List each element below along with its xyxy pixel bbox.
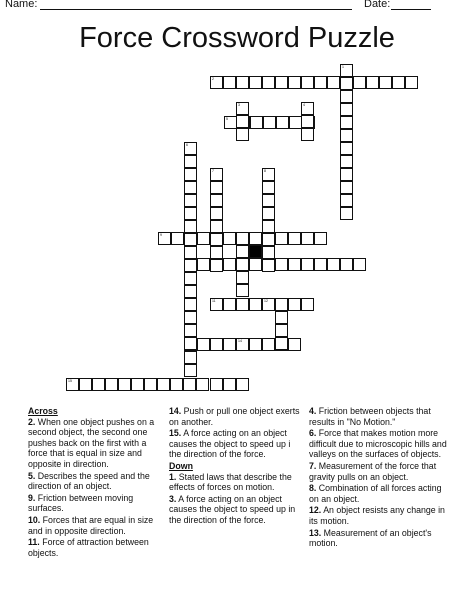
clue-item (309, 406, 449, 427)
clue-item-text: Friction between moving surfaces. (28, 492, 134, 514)
clue-number: 1 (342, 65, 344, 69)
clue-item (309, 428, 449, 460)
clue-item-text: Friction between objects that results in "No Motion." (309, 406, 431, 427)
clue-item-number: 8. (309, 483, 317, 494)
clue-item (28, 493, 164, 514)
clue-item-number: 10. (28, 514, 41, 525)
clue-item (169, 406, 303, 427)
clue-item-number: 3. (169, 493, 177, 504)
down-clue-list (169, 472, 303, 526)
name-label: Name: (5, 0, 38, 10)
clue-column-3 (309, 406, 449, 550)
clue-item-number: 4. (309, 406, 317, 416)
clue-number: 3 (238, 103, 240, 107)
clue-item-number: 1. (169, 471, 177, 482)
clue-item (309, 528, 449, 549)
clue-item-number: 15. (169, 428, 182, 439)
clue-item-text: Push or pull one object exerts on another. (169, 406, 300, 427)
clue-column-1 (28, 406, 164, 559)
clue-item (169, 428, 303, 460)
across-heading: Across (28, 406, 58, 416)
clue-number: 9 (160, 233, 162, 237)
clue-number: 5 (226, 117, 228, 121)
date-label: Date: (364, 0, 391, 10)
clue-item-text: A force acting on an object causes the object to speed up in the direction of the force. (169, 493, 296, 525)
clue-number: 15 (68, 379, 72, 383)
clue-item (309, 505, 449, 526)
across-clue-list-continued (169, 406, 303, 460)
clue-item (309, 461, 449, 482)
clue-item-number: 2. (28, 416, 36, 427)
clue-item-number: 14. (169, 406, 182, 416)
down-heading: Down (169, 460, 193, 471)
across-clue-list (28, 417, 164, 559)
clue-item-text: Combination of all forces acting on an object. (309, 483, 442, 504)
clue-item-text: Measurement of the force that gravity pulls on an object. (309, 460, 437, 482)
clue-item-text: Force of attraction between objects. (28, 537, 149, 558)
clue-number: 6 (186, 143, 188, 147)
clue-item-text: Stated laws that describe the effects of forces on motion. (169, 471, 292, 493)
clue-item (169, 494, 303, 526)
page-title: Force Crossword Puzzle (79, 22, 395, 54)
clue-item (28, 417, 164, 470)
clue-number: 8 (264, 169, 266, 173)
clue-item-text: A force acting on an object causes the object to speed up i the direction of the force. (169, 428, 291, 460)
clue-item-number: 9. (28, 492, 36, 503)
clue-item (28, 537, 164, 558)
clue-item-number: 6. (309, 428, 317, 439)
down-clue-list-continued (309, 406, 449, 549)
clue-item (169, 472, 303, 493)
clue-item (28, 515, 164, 536)
clue-item-number: 12. (309, 505, 322, 516)
clue-column-2 (169, 406, 303, 527)
clue-number: 2 (212, 77, 214, 81)
clue-number: 12 (264, 299, 268, 303)
clue-item-text: When one object pushes on a second object, the second one pushes back on the first with a force that is equal in size and opposite in direction. (28, 416, 155, 469)
clue-item (309, 483, 449, 504)
clue-item-number: 11. (28, 537, 40, 548)
clue-number: 14 (238, 339, 242, 343)
clue-item (28, 471, 164, 492)
clue-item-text: Forces that are equal in size and in opposite direction. (28, 514, 154, 536)
clue-number: 4 (303, 103, 305, 107)
clue-number: 7 (212, 169, 214, 173)
clue-item-text: An object resists any change in its motion. (309, 505, 445, 526)
clue-item-text: Describes the speed and the direction of an object. (28, 470, 150, 492)
clue-item-number: 7. (309, 460, 317, 471)
clue-number: 11 (212, 299, 216, 303)
clue-item-number: 5. (28, 470, 36, 481)
clue-item-text: Force that makes motion more difficult due to microscopic hills and valleys on the surfaces of objects. (309, 428, 447, 460)
clue-item-number: 13. (309, 527, 322, 538)
clue-item-text: Measurement of an object's motion. (309, 527, 432, 549)
